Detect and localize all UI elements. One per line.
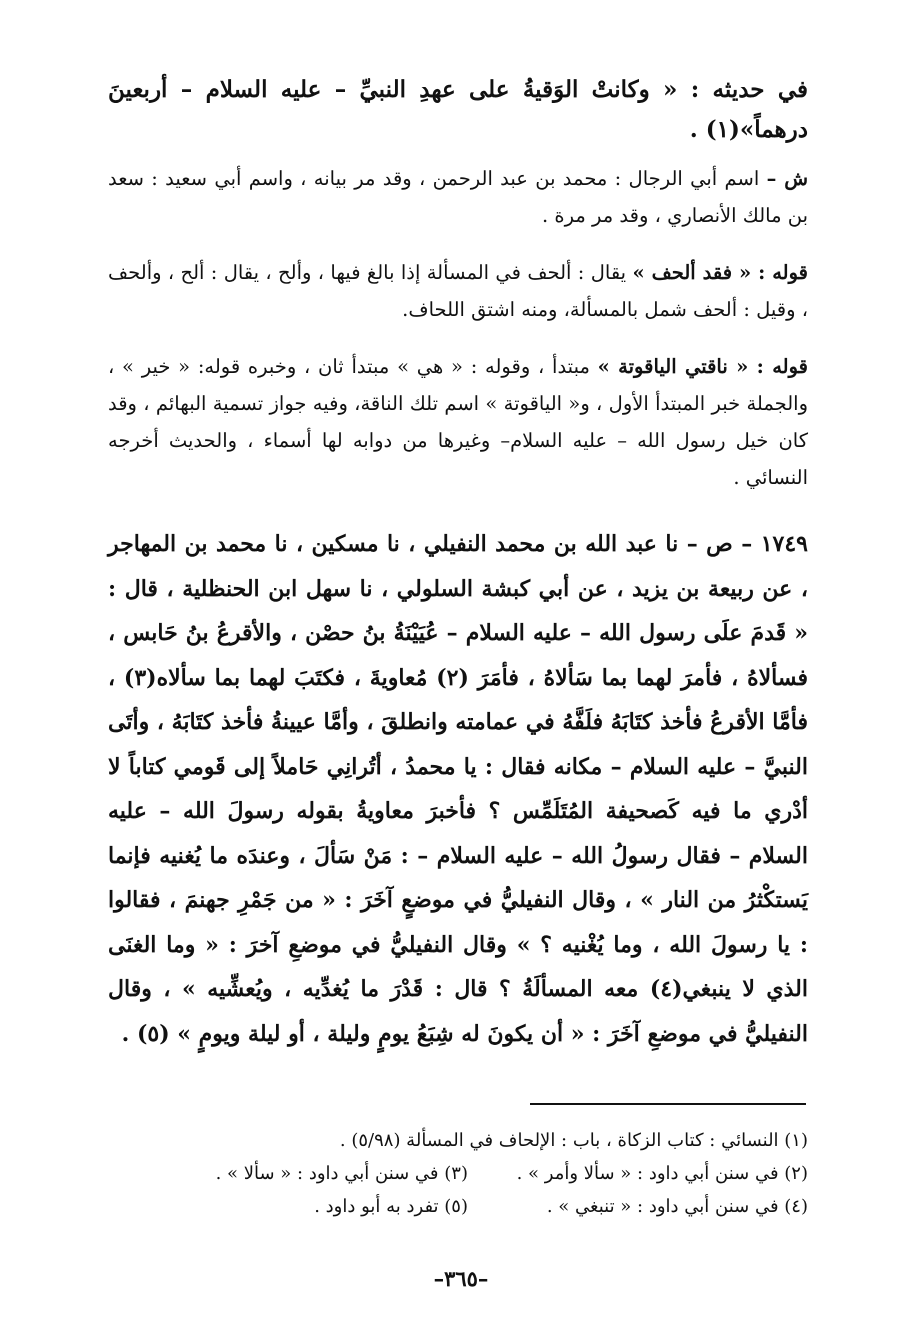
footnote-row-1 [130, 1124, 808, 1157]
footnotes [130, 1124, 808, 1223]
footnote-4: (٤) في سنن أبي داود : « تنبغي » . [546, 1196, 808, 1217]
commentary-text-1: اسم أبي الرجال : محمد بن عبد الرحمن ، وقد مر بيانه ، واسم أبي سعيد : سعد بن مالك الأنصاري ، وقد مر مرة . [108, 167, 808, 227]
footnote-separator [530, 1103, 806, 1105]
footnote-row-3 [130, 1190, 808, 1223]
commentary-text-2: يقال : ألحف في المسألة إذا بالغ فيها ، وألح ، يقال : ألح ، وألحف ، وقيل : ألحف شمل بالمسألة، ومنه اشتق اللحاف. [108, 261, 808, 321]
footnote-row-2 [130, 1157, 808, 1190]
commentary-label-3: قوله : « ناقتي الياقوتة » [597, 355, 808, 378]
footnote-5: (٥) تفرد به أبو داود . [314, 1196, 468, 1217]
commentary-paragraph-3 [108, 348, 808, 496]
commentary-label-2: قوله : « فقد ألحف » [632, 261, 808, 284]
commentary-text-3: مبتدأ ، وقوله : « هي » مبتدأ ثان ، وخبره قوله: « خير » ، والجملة خبر المبتدأ الأول ، و« الياقوتة » اسم تلك الناقة، وفيه جواز تسمية البهائم ، وقد كان خيل رسول الله – عليه السلام– وغيرها من دوابه لها أسماء ، والحديث أخرجه النسائي . [108, 355, 808, 489]
hadith-text: ١٧٤٩ – ص – نا عبد الله بن محمد النفيلي ، نا مسكين ، نا محمد بن المهاجر ، عن ربيعة بن يزيد ، عن أبي كبشة السلولي ، نا سهل ابن الحنظلية ، قال : « قَدمَ علَى رسول الله – عليه السلام – عُيَيْنَةُ بنُ حصْن ، والأقرعُ بنُ حَابس ، فسألاهُ ، فأمرَ لهما بما سَألاهُ ، فأمَرَ (٢) مُعاويةَ ، فكتَبَ لهما بما سألاه(٣) ، فأمَّا الأقرعُ فأخذ كتَابَهُ فلَفَّهُ في عمامته وانطلقَ ، وأمَّا عيينةُ فأخذ كتَابَهُ ، وأتَى النبيَّ – عليه السلام – مكانه فقال : يا محمدُ ، أتُرانِي حَاملاً إلى قَومي كتاباً لا أدْري ما فيه كَصحيفة المُتَلَمِّس ؟ فأخبرَ معاويةُ بقوله رسولَ الله – عليه السلام – فقال رسولُ الله – عليه السلام – : مَنْ سَألَ ، وعندَه ما يُغنيه فإنما يَستكْثرُ من النار » ، وقال النفيليُّ في موضعٍ آخَرَ : « من جَمْرِ جهنمَ ، فقالوا : يا رسولَ الله ، وما يُغْنيه ؟ » وقال النفيليُّ في موضعِ آخرَ : « وما الغنَى الذي لا ينبغي(٤) معه المسألَةُ ؟ قال : قَدْرَ ما يُغدِّيه ، ويُعشِّيه » ، وقال النفيليُّ في موضعِ آخَرَ : « أن يكونَ له شِبَعُ يومٍ وليلة ، أو ليلة ويومٍ » (٥) . [108, 531, 808, 1047]
footnote-3: (٣) في سنن أبي داود : « سألا » . [215, 1163, 468, 1184]
commentary-label-1: ش – [766, 167, 809, 190]
intro-paragraph [108, 70, 808, 150]
footnote-1: (١) النسائي : كتاب الزكاة ، باب : الإلحاف في المسألة (٥/٩٨) . [339, 1130, 808, 1151]
hadith-paragraph [108, 522, 808, 1056]
commentary-paragraph-1 [108, 160, 808, 234]
page-number: –٣٦٥– [433, 1266, 489, 1291]
intro-text: في حديثه : « وكانتْ الوَقيةُ على عهدِ النبيِّ – عليه السلام – أربعينَ درهماً»(١) . [108, 76, 808, 143]
footnote-2: (٢) في سنن أبي داود : « سألا وأمر » . [516, 1163, 808, 1184]
commentary-paragraph-2 [108, 254, 808, 328]
